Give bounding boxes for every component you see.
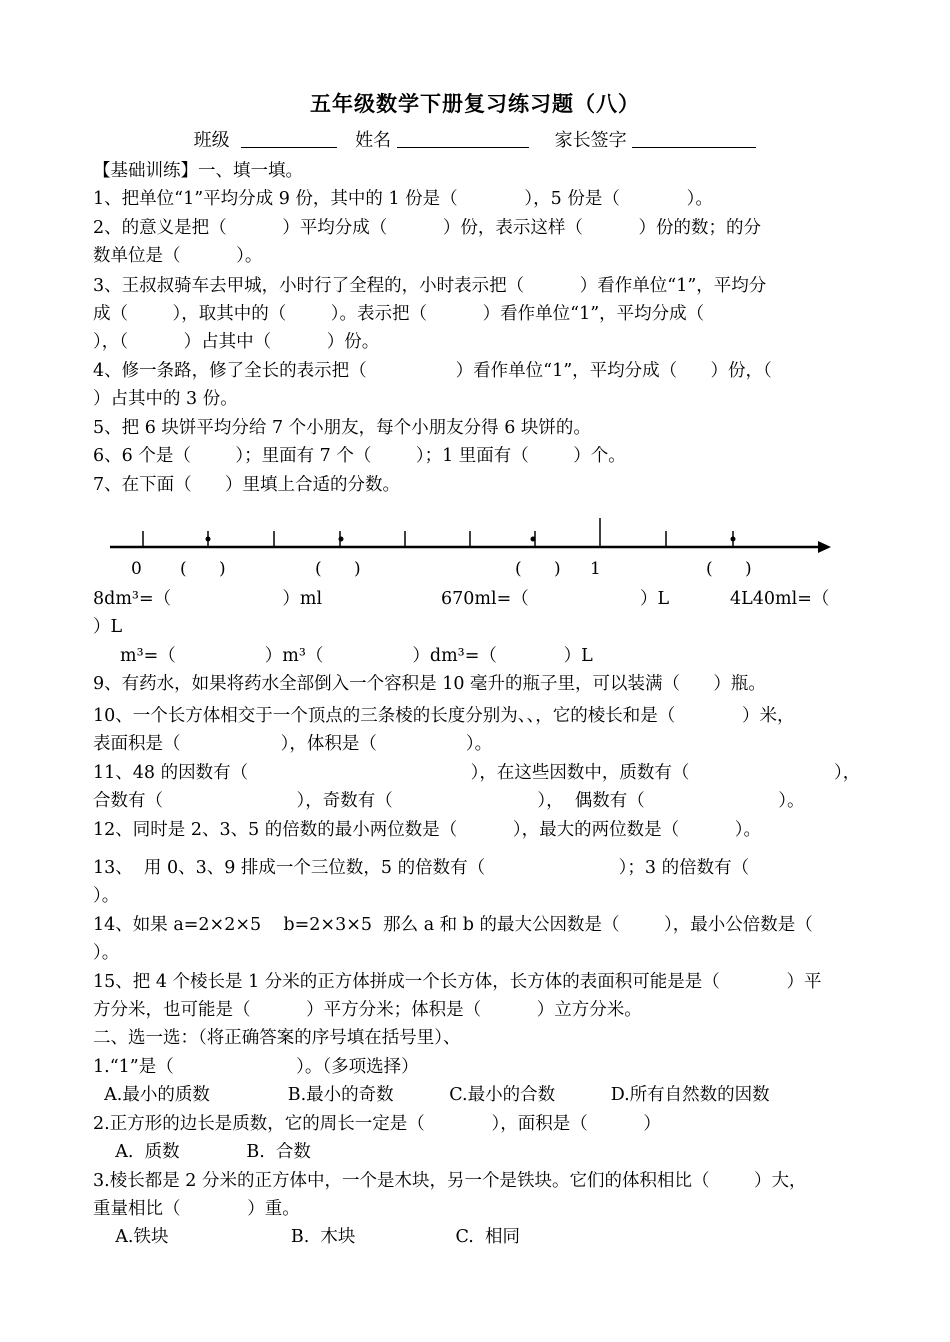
number-line-blank-1: ( ) — [180, 559, 226, 579]
question-3-line-1: 3、王叔叔骑车去甲城，小时行了全程的，小时表示把（ ）看作单位“1”，平均分 — [93, 276, 767, 296]
question-14-line-2: ）。 — [93, 943, 120, 963]
section-one-heading: 【基础训练】一、填一填。 — [93, 161, 303, 181]
choice-question-2: 2.正方形的边长是质数，它的周长一定是（ ），面积是（ ） — [93, 1114, 661, 1134]
question-8-part-d: m³=（ ）m³（ ）dm³=（ ）L — [120, 646, 593, 666]
point-marker-2 — [339, 537, 344, 542]
choice-question-3-line-2: 重量相比（ ）重。 — [93, 1199, 300, 1219]
question-10-line-1: 10、一个长方体相交于一个顶点的三条棱的长度分别为、、，它的棱长和是（ ）米， — [93, 706, 795, 726]
question-11-line-1: 11、48 的因数有（ ），在这些因数中，质数有（ ）， — [93, 763, 861, 783]
number-line — [0, 0, 950, 600]
choice-question-2-options: A. 质数 B. 合数 — [93, 1142, 311, 1162]
question-3-line-2: 成（ ），取其中的（ ）。表示把（ ）看作单位“1”，平均分成（ — [93, 304, 705, 324]
parent-sign-label: 家长签字 — [554, 130, 627, 151]
question-15-line-1: 15、把 4 个棱长是 1 分米的正方体拼成一个长方体，长方体的表面积可能是是（ ）平 — [93, 972, 822, 992]
question-2-line-1: 2、的意义是把（ ）平均分成（ ）份，表示这样（ ）份的数；的分 — [93, 218, 762, 238]
number-line-arrow — [818, 541, 831, 553]
question-13-line-1: 13、 用 0、3、9 排成一个三位数，5 的倍数有（ ）；3 的倍数有（ — [93, 858, 750, 878]
question-5: 5、把 6 块饼平均分给 7 个小朋友，每个小朋友分得 6 块饼的。 — [93, 418, 591, 438]
question-11-line-2: 合数有（ ），奇数有（ ）， 偶数有（ ）。 — [93, 791, 805, 811]
question-1: 1、把单位“1”平均分成 9 份，其中的 1 份是（ ），5 份是（ ）。 — [93, 189, 713, 209]
question-4-line-2: ）占其中的 3 份。 — [93, 389, 238, 409]
number-line-label-zero: 0 — [131, 559, 142, 579]
choice-question-3-options: A.铁块 B. 木块 C. 相同 — [93, 1227, 520, 1247]
question-8-part-c-end: ）L — [93, 617, 123, 637]
question-4-line-1: 4、修一条路，修了全长的表示把（ ）看作单位“1”，平均分成（ ）份，（ — [93, 361, 772, 381]
question-13-line-2: ）。 — [93, 886, 120, 906]
name-label: 姓名 — [355, 130, 392, 151]
class-label: 班级 — [193, 130, 230, 151]
question-8-part-b: 670ml=（ ）L — [441, 589, 670, 609]
question-2-line-2: 数单位是（ ）。 — [93, 246, 263, 266]
number-line-blank-2: ( ) — [315, 559, 361, 579]
question-12: 12、同时是 2、3、5 的倍数的最小两位数是（ ），最大的两位数是（ ）。 — [93, 820, 762, 840]
question-8-part-c: 4L40ml=（ — [730, 589, 830, 609]
number-line-label-one: 1 — [590, 559, 601, 579]
number-line-blank-4: ( ) — [706, 559, 752, 579]
point-marker-4 — [731, 537, 736, 542]
question-8-part-a: 8dm³=（ ）ml — [93, 589, 323, 609]
point-marker-1 — [206, 537, 211, 542]
section-two-heading: 二、选一选：（将正确答案的序号填在括号里）、 — [93, 1028, 461, 1048]
question-14-line-1: 14、如果 a=2×2×5 b=2×3×5 那么 a 和 b 的最大公因数是（ ），最小公倍数是（ — [93, 915, 813, 935]
question-6: 6、6 个是（ ）；里面有 7 个（ ）；1 里面有（ ）个。 — [93, 446, 626, 466]
question-9: 9、有药水，如果将药水全部倒入一个容积是 10 毫升的瓶子里，可以装满（ ）瓶。 — [93, 674, 766, 694]
question-7: 7、在下面（ ）里填上合适的分数。 — [93, 475, 401, 495]
choice-question-1: 1.“1”是（ ）。（多项选择） — [93, 1057, 419, 1077]
question-15-line-2: 方分米，也可能是（ ）平方分米；体积是（ ）立方分米。 — [93, 1000, 642, 1020]
choice-question-3-line-1: 3.棱长都是 2 分米的正方体中，一个是木块，另一个是铁块。它们的体积相比（ ）大， — [93, 1171, 807, 1191]
question-10-line-2: 表面积是（ ），体积是（ ）。 — [93, 734, 493, 754]
worksheet-title: 五年级数学下册复习练习题（八） — [310, 91, 640, 116]
question-3-line-3: ），（ ）占其中（ ）份。 — [93, 332, 380, 352]
point-marker-3 — [531, 537, 536, 542]
number-line-blank-3: ( ) — [515, 559, 561, 579]
choice-question-1-options: A.最小的质数 B.最小的奇数 C.最小的合数 D.所有自然数的因数 — [93, 1085, 770, 1105]
